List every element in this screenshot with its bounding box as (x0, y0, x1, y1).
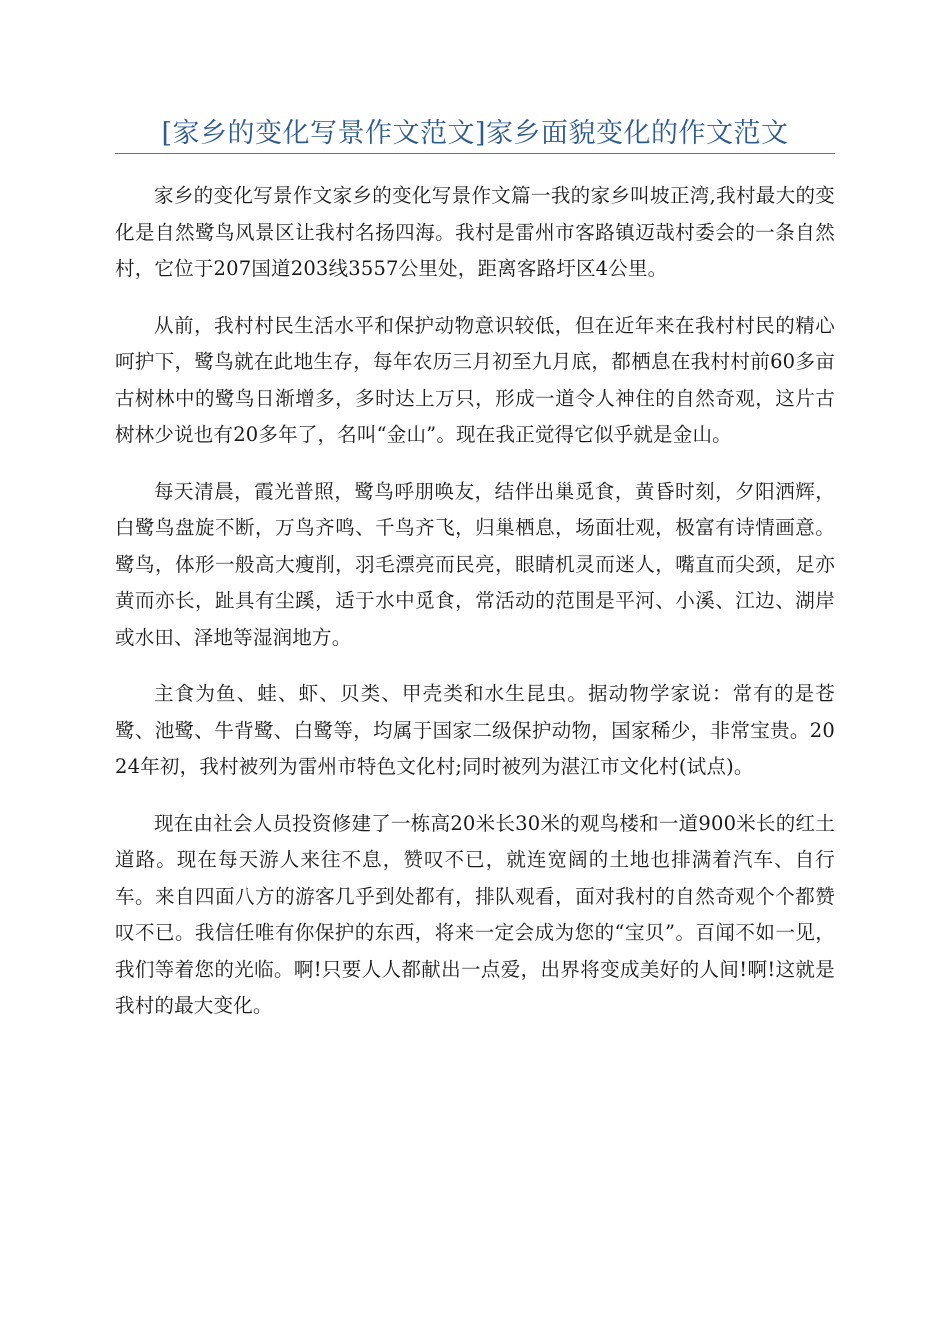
paragraph-2: 从前，我村村民生活水平和保护动物意识较低，但在近年来在我村村民的精心呵护下，鹭鸟就在此地生存，每年农历三月初至九月底，都栖息在我村村前60多亩古树林中的鹭鸟日渐增多，多时达上万只，形成一道令人神住的自然奇观，这片古树林少说也有20多年了，名叫“金山”。现在我正觉得它似乎就是金山。 (115, 313, 835, 446)
paragraph-3: 每天清晨，霞光普照，鹭鸟呼朋唤友，结伴出巢觅食，黄昏时刻，夕阳洒辉，白鹭鸟盘旋不断，万鸟齐鸣、千鸟齐飞，归巢栖息，场面壮观，极富有诗情画意。鹭鸟，体形一般高大瘦削，羽毛漂亮而民亮，眼睛机灵而迷人，嘴直而尖颈，足亦黄而亦长，趾具有尘蹊，适于水中觅食，常活动的范围是平河、小溪、江边、湖岸或水田、泽地等湿润地方。 (115, 479, 835, 649)
paragraph-5: 现在由社会人员投资修建了一栋高20米长30米的观鸟楼和一道900米长的红土道路。现在每天游人来往不息，赞叹不已，就连宽阔的土地也排满着汽车、自行车。来自四面八方的游客几乎到处都有，排队观看，面对我村的自然奇观个个都赞叹不已。我信任唯有你保护的东西，将来一定会成为您的“宝贝”。百闻不如一见，我们等着您的光临。啊!只要人人都献出一点爱，出界将变成美好的人间!啊!这就是我村的最大变化。 (115, 811, 835, 1017)
paragraph-4: 主食为鱼、蛙、虾、贝类、甲壳类和水生昆虫。据动物学家说：常有的是苍鹭、池鹭、牛背鹭、白鹭等，均属于国家二级保护动物，国家稀少，非常宝贵。2024年初，我村被列为雷州市特色文化村;同时被列为湛江市文化村(试点)。 (115, 682, 835, 778)
title-underline (115, 153, 835, 154)
document-body (115, 178, 835, 1045)
document-title: [家乡的变化写景作文范文]家乡面貌变化的作文范文 (161, 118, 789, 149)
paragraph-1: 家乡的变化写景作文家乡的变化写景作文篇一我的家乡叫坡正湾,我村最大的变化是自然鹭鸟风景区让我村名扬四海。我村是雷州市客路镇迈哉村委会的一条自然村，它位于207国道203线3557公里处，距离客路圩区4公里。 (115, 184, 835, 280)
